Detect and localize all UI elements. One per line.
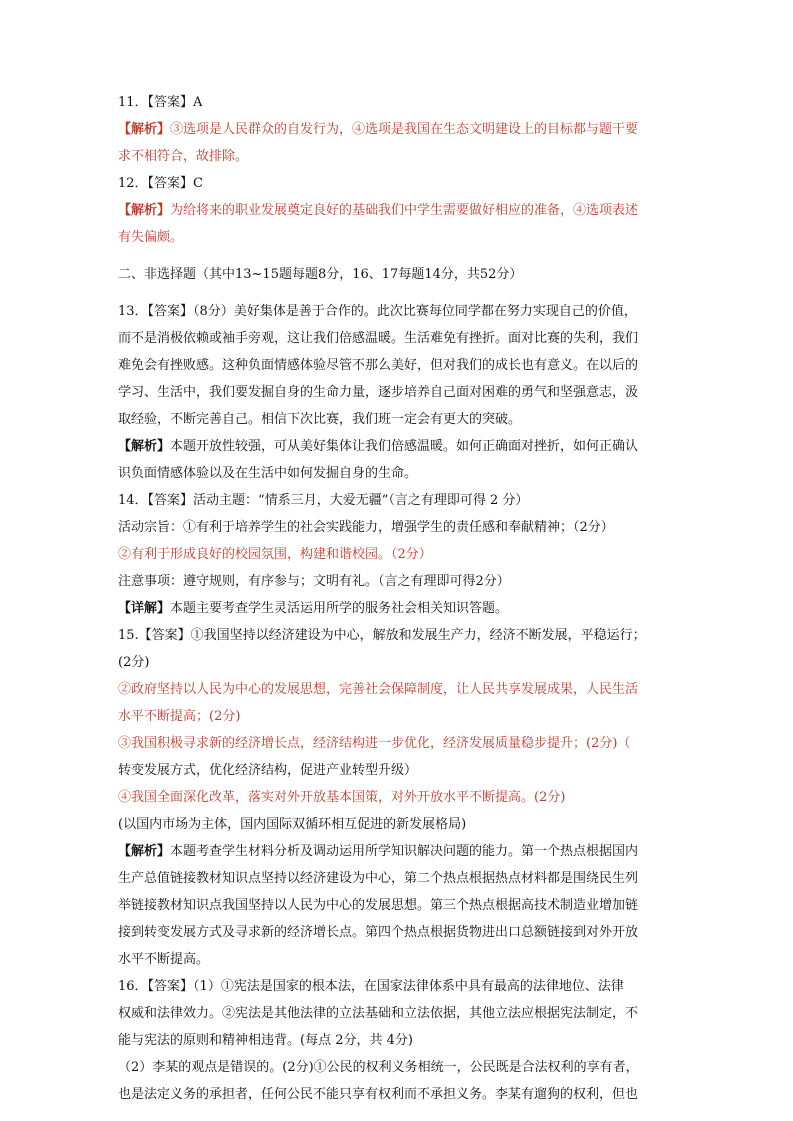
analysis-text: ③选项是人民群众的自发行为，④选项是我国在生态文明建设上的目标都与题干要 [170, 122, 639, 137]
q11-answer: 11．【答案】A [118, 95, 203, 110]
analysis-label: 【解析】 [118, 203, 171, 218]
q14-answer-line-3: ②有利于形成良好的校园氛围，构建和谐校园。（2分） [118, 547, 432, 562]
detail-text: 本题主要考查学生灵活运用所学的服务社会相关知识答题。 [170, 601, 509, 616]
q13-answer-line-2: 而不是消极依赖或袖手旁观，这让我们倍感温暖。生活难免有挫折。面对比赛的失利，我们 [118, 331, 639, 346]
q12-analysis-line-2: 有失偏颇。 [118, 230, 184, 245]
q15-analysis-line-3: 举链接教材知识点我国坚持以人民为中心的发展思想。第三个热点根据高技术制造业增加链 [118, 898, 639, 913]
q13-answer-line-3: 难免会有挫败感。这种负面情感体验尽管不那么美好，但对我们的成长也有意义。在以后的 [118, 358, 639, 373]
analysis-label: 【解析】 [118, 122, 171, 137]
q13-answer-line-5: 取经验，不断完善自己。相信下次比赛，我们班一定会有更大的突破。 [118, 412, 522, 427]
q15-answer-line-8: (以国内市场为主体，国内国际双循环相互促进的新发展格局) [118, 817, 467, 832]
analysis-label: 【解析】 [118, 844, 171, 859]
q11-analysis-line-1 [118, 116, 683, 143]
q16-answer-line-1: 16．【答案】（1）①宪法是国家的根本法，在国家法律体系中具有最高的法律地位、法律 [118, 979, 624, 994]
q16-answer-line-5: 也是法定义务的承担者，任何公民不能只享有权利而不承担义务。李某有遛狗的权利，但也 [118, 1087, 639, 1102]
analysis-text: 本题开放性较强，可从美好集体让我们倍感温暖。如何正确面对挫折，如何正确认 [170, 439, 639, 454]
q15-answer-line-5: ③我国积极寻求新的经济增长点，经济结构进一步优化，经济发展质量稳步提升；(2分)（ [118, 736, 631, 751]
analysis-text: 为给将来的职业发展奠定良好的基础我们中学生需要做好相应的准备，④选项表述 [170, 203, 639, 218]
q15-answer-line-7: ④我国全面深化改革，落实对外开放基本国策，对外开放水平不断提高。(2分) [118, 790, 566, 805]
q16-answer-line-2: 权威和法律效力。②宪法是其他法律的立法基础和立法依据，其他立法应根据宪法制定，不 [118, 1006, 639, 1021]
q16-answer-line-3: 能与宪法的原则和精神相违背。(每点 2分，共 4分) [118, 1033, 413, 1048]
q15-answer-line-4: 水平不断提高；(2分) [118, 709, 241, 724]
q11-analysis-line-2: 求不相符合，故排除。 [118, 149, 249, 164]
q15-answer-line-3: ②政府坚持以人民为中心的发展思想，完善社会保障制度，让人民共享发展成果，人民生活 [118, 682, 639, 697]
q15-analysis-line-1 [118, 838, 683, 865]
q16-answer-line-4: （2）李某的观点是错误的。(2分)①公民的权利义务相统一，公民既是合法权利的享有者， [118, 1060, 639, 1075]
answer-page [118, 0, 683, 1108]
q14-detail [118, 595, 683, 622]
q13-answer-line-4: 学习、生活中，我们要发掘自身的生命力量，逐步培养自己面对困难的勇气和坚强意志，汲 [118, 385, 639, 400]
q12-answer: 12．【答案】C [118, 176, 203, 191]
analysis-label: 【解析】 [118, 439, 171, 454]
q15-answer-line-2: (2分) [118, 655, 150, 670]
section-2-heading: 二、非选择题（其中13~15题每题8分，16、17每题14分，共52分） [118, 267, 523, 282]
detail-label: 【详解】 [118, 601, 171, 616]
q13-analysis-line-1 [118, 433, 683, 460]
analysis-text: 本题考查学生材料分析及调动运用所学知识解决问题的能力。第一个热点根据国内 [170, 844, 639, 859]
q15-answer-line-1: 15.【答案】①我国坚持以经济建设为中心，解放和发展生产力，经济不断发展，平稳运行； [118, 628, 646, 643]
q15-analysis-line-2: 生产总值链接教材知识点坚持以经济建设为中心，第二个热点根据热点材料都是围绕民生列 [118, 871, 639, 886]
q13-analysis-line-2: 识负面情感体验以及在生活中如何发掘自身的生命。 [118, 466, 418, 481]
q12-analysis-line-1 [118, 197, 683, 224]
q14-answer-line-4: 注意事项：遵守规则，有序参与；文明有礼。（言之有理即可得2分） [118, 574, 510, 589]
q15-answer-line-6: 转变发展方式，优化经济结构，促进产业转型升级） [118, 763, 418, 778]
q13-answer-line-1: 13．【答案】（8分）美好集体是善于合作的。此次比赛每位同学都在努力实现自己的价值， [118, 304, 637, 319]
q15-analysis-line-5: 水平不断提高。 [118, 952, 210, 967]
q15-analysis-line-4: 接到转变发展方式及寻求新的经济增长点。第四个热点根据货物进出口总额链接到对外开放 [118, 925, 639, 940]
q14-answer-line-2: 活动宗旨：①有利于培养学生的社会实践能力，增强学生的责任感和奉献精神；（2分） [118, 520, 614, 535]
q14-answer-line-1: 14．【答案】活动主题：“情系三月，大爱无疆”（言之有理即可得 2 分） [118, 493, 529, 508]
